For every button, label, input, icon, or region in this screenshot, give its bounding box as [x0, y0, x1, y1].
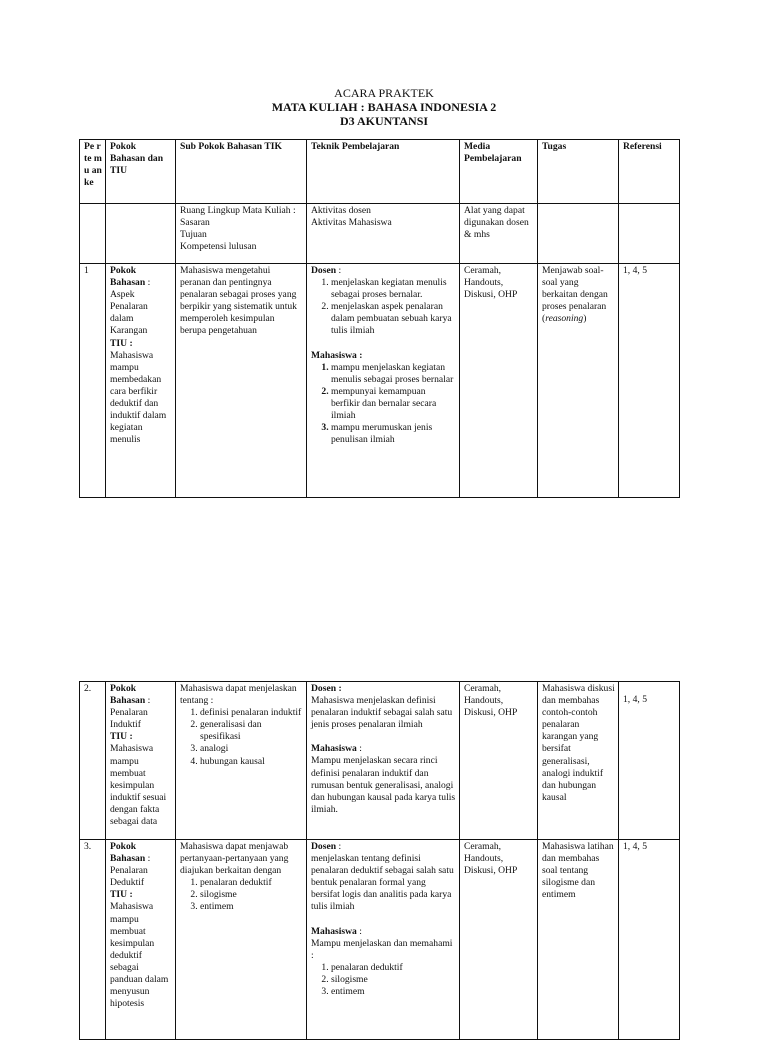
- course-table-page-1: [79, 139, 680, 498]
- tugas-cell: Mahasiswa diskusi dan membahas contoh-contoh penalaran karangan yang bersifat generalisasi, analogi induktif dan hubungan kausal: [538, 682, 619, 840]
- referensi-cell: 1, 4, 5: [619, 682, 680, 840]
- sub-pokok-cell: Mahasiswa mengetahui peranan dan pentingnya penalaran sebagai proses yang berpikir yang sistematik untuk memperoleh kesimpulan berupa pengetahuan: [176, 264, 307, 498]
- sub-list: 1. definisi penalaran induktif 2. generalisasi dan spesifikasi 3. analogi 4. hubungan kausal: [180, 707, 303, 767]
- pokok-bahasan-cell: Pokok Bahasan : Aspek Penalaran dalam Karangan TIU : Mahasiswa mampu membedakan cara berfikir deduktif dan induktif dalam kegiatan menulis: [106, 264, 176, 498]
- mahasiswa-list: 1. mampu menjelaskan kegiatan menulis sebagai proses bernalar 2. mempunyai kemampuan berfikir dan bernalar secara ilmiah 3. mampu merumuskan jenis penulisan ilmiah: [311, 362, 456, 447]
- media-cell: Ceramah, Handouts, Diskusi, OHP: [460, 264, 538, 498]
- header-pokok-bahasan: Pokok Bahasan dan TIU: [106, 140, 176, 204]
- tugas-cell: Menjawab soal-soal yang berkaitan dengan proses penalaran (reasoning): [538, 264, 619, 498]
- header-teknik: Teknik Pembelajaran: [307, 140, 460, 204]
- referensi-cell: 1, 4, 5: [619, 840, 680, 1040]
- header-media: Media Pembelajaran: [460, 140, 538, 204]
- teknik-cell: Dosen : Mahasiswa menjelaskan definisi penalaran induktif sebagai salah satu jenis proses penalaran ilmiah Mahasiswa : Mampu menjelaskan secara rinci definisi penalaran induktif dan rumusan bentuk generalisasi, analogi dan hubungan kausal pada karya tulis ilmiah.: [307, 682, 460, 840]
- sub-pokok-cell: Mahasiswa dapat menjelaskan tentang : 1. definisi penalaran induktif 2. generalisasi dan spesifikasi 3. analogi 4. hubungan kausal: [176, 682, 307, 840]
- table-header-row: [80, 140, 680, 204]
- row-number: 3.: [80, 840, 106, 1040]
- heading-line-3: D3 AKUNTANSI: [339, 114, 429, 128]
- row-number: 1: [80, 264, 106, 498]
- document-heading: [0, 86, 768, 128]
- course-table-page-2: [79, 681, 680, 1040]
- sub-list: 1. penalaran deduktif 2. silogisme 3. entimem: [180, 877, 303, 913]
- table-subheader-row: [80, 204, 680, 264]
- sub-pokok-cell: Mahasiswa dapat menjawab pertanyaan-pertanyaan yang diajukan berkaitan dengan 1. penalaran deduktif 2. silogisme 3. entimem: [176, 840, 307, 1040]
- media-cell: Ceramah, Handouts, Diskusi, OHP: [460, 682, 538, 840]
- row-number: 2.: [80, 682, 106, 840]
- table-row: [80, 840, 680, 1040]
- mahasiswa-list: 1. penalaran deduktif 2. silogisme 3. entimem: [311, 962, 456, 998]
- table-row: [80, 264, 680, 498]
- dosen-list: 1. menjelaskan kegiatan menulis sebagai proses bernalar. 2. menjelaskan aspek penalaran dalam pembuatan sebuah karya tulis ilmiah: [311, 277, 456, 337]
- table-row: [80, 682, 680, 840]
- subheader-teknik: Aktivitas dosen Aktivitas Mahasiswa: [307, 204, 460, 264]
- subheader-media: Alat yang dapat digunakan dosen & mhs: [460, 204, 538, 264]
- header-sub-pokok: Sub Pokok Bahasan TIK: [176, 140, 307, 204]
- teknik-cell: Dosen : menjelaskan tentang definisi penalaran deduktif sebagai salah satu bentuk penalaran formal yang bersifat logis dan analitis pada karya tulis ilmiah Mahasiswa : Mampu menjelaskan dan memahami : 1. penalaran deduktif 2. silogisme 3. entimem: [307, 840, 460, 1040]
- referensi-cell: 1, 4, 5: [619, 264, 680, 498]
- header-pertemuan: Pe rte mu an ke: [80, 140, 106, 204]
- media-cell: Ceramah, Handouts, Diskusi, OHP: [460, 840, 538, 1040]
- heading-line-2: MATA KULIAH : BAHASA INDONESIA 2: [271, 100, 497, 114]
- pokok-bahasan-cell: Pokok Bahasan : Penalaran Deduktif TIU : Mahasiswa mampu membuat kesimpulan deduktif sebagai panduan dalam menyusun hipotesis: [106, 840, 176, 1040]
- tugas-cell: Mahasiswa latihan dan membahas soal tentang silogisme dan entimem: [538, 840, 619, 1040]
- pokok-bahasan-cell: Pokok Bahasan : Penalaran Induktif TIU : Mahasiswa mampu membuat kesimpulan induktif sesuai dengan fakta sebagai data: [106, 682, 176, 840]
- subheader-sub-pokok: Ruang Lingkup Mata Kuliah : Sasaran Tujuan Kompetensi lulusan: [176, 204, 307, 264]
- header-referensi: Referensi: [619, 140, 680, 204]
- heading-line-1: ACARA PRAKTEK: [334, 86, 434, 100]
- teknik-cell: Dosen : 1. menjelaskan kegiatan menulis sebagai proses bernalar. 2. menjelaskan aspek penalaran dalam pembuatan sebuah karya tulis ilmiah Mahasiswa : 1. mampu menjelaskan kegiatan menulis sebagai proses bernalar 2. mempunyai kemampuan berfikir dan bernalar secara ilmiah 3. mampu merumuskan jenis penulisan ilmiah: [307, 264, 460, 498]
- header-tugas: Tugas: [538, 140, 619, 204]
